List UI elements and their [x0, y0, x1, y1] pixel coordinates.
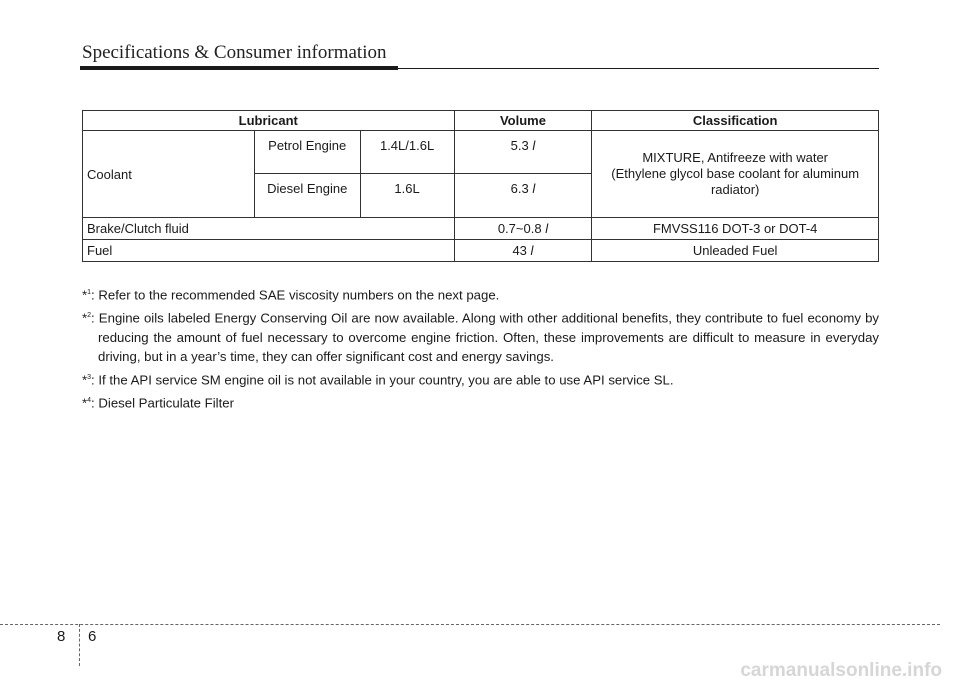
header-rule-thick [80, 66, 398, 70]
footnote-marker: * [82, 395, 88, 411]
footnote-number: 3 [87, 373, 92, 381]
section-title: Specifications & Consumer information [82, 42, 387, 63]
header-lubricant: Lubricant [83, 111, 455, 131]
footnote-3 [82, 368, 879, 389]
fuel-classification: Unleaded Fuel [592, 240, 879, 262]
coolant-classification [592, 131, 879, 218]
petrol-volume-value: 5.3 [510, 138, 529, 153]
table-row [83, 218, 879, 240]
petrol-volume-unit: l [532, 138, 536, 153]
footnote-number: 4 [87, 397, 92, 405]
fuel-label: Fuel [83, 240, 455, 262]
diesel-engine: Diesel Engine [254, 174, 360, 218]
header-volume: Volume [454, 111, 592, 131]
footnote-marker: * [82, 372, 88, 388]
page-number: 6 [88, 628, 97, 645]
brake-volume-value: 0.7~0.8 [497, 221, 542, 236]
footnote-marker: * [82, 310, 88, 326]
footnote-text: : If the API service SM engine oil is not available in your country, you are able to use API service SL. [91, 372, 674, 388]
table-header-row [83, 111, 879, 131]
footnote-text: : Diesel Particulate Filter [91, 395, 234, 411]
fuel-volume [454, 240, 592, 262]
footnote-number: 1 [87, 289, 92, 296]
footnote-text: : Engine oils labeled Energy Conserving Oil are now available. Along with other additional benefits, they contribute to fuel economy by reducing the amount of fuel necessary to overcome engine friction. Often, these improvements are difficult to measure in everyday driving, but in a year’s time, they can offer significant cost and energy savings. [91, 310, 879, 364]
diesel-volume [454, 174, 592, 218]
page-number-separator [79, 624, 80, 666]
brake-label: Brake/Clutch fluid [83, 218, 455, 240]
coolant-class-line-1: MIXTURE, Antifreeze with water [642, 150, 829, 165]
table-row [83, 131, 879, 174]
footnote-marker: * [82, 287, 88, 303]
footnote-text: : Refer to the recommended SAE viscosity numbers on the next page. [91, 287, 500, 303]
brake-volume [454, 218, 592, 240]
watermark: carmanualsonline.info [740, 660, 942, 681]
fuel-volume-unit: l [530, 243, 534, 258]
header-classification: Classification [592, 111, 879, 131]
diesel-volume-value: 6.3 [510, 181, 529, 196]
table-row [83, 240, 879, 262]
coolant-class-line-3: radiator) [710, 182, 760, 197]
lubricant-table [82, 110, 879, 262]
header-rule-thin [398, 68, 879, 70]
fuel-volume-value: 43 [512, 243, 527, 258]
footer-divider [0, 624, 940, 625]
footnotes [82, 283, 879, 415]
coolant-class-line-2: (Ethylene glycol base coolant for aluminum [611, 166, 860, 181]
footnote-2 [82, 306, 879, 365]
page-chapter-number: 8 [57, 628, 66, 645]
diesel-volume-unit: l [532, 181, 536, 196]
footnote-1 [82, 283, 879, 304]
petrol-volume [454, 131, 592, 174]
brake-volume-unit: l [545, 221, 549, 236]
brake-classification: FMVSS116 DOT-3 or DOT-4 [592, 218, 879, 240]
footnote-4 [82, 391, 879, 412]
footnote-number: 2 [87, 312, 92, 320]
coolant-label: Coolant [83, 131, 255, 218]
petrol-engine: Petrol Engine [254, 131, 360, 174]
diesel-displacement: 1.6L [360, 174, 454, 218]
petrol-displacement: 1.4L/1.6L [360, 131, 454, 174]
